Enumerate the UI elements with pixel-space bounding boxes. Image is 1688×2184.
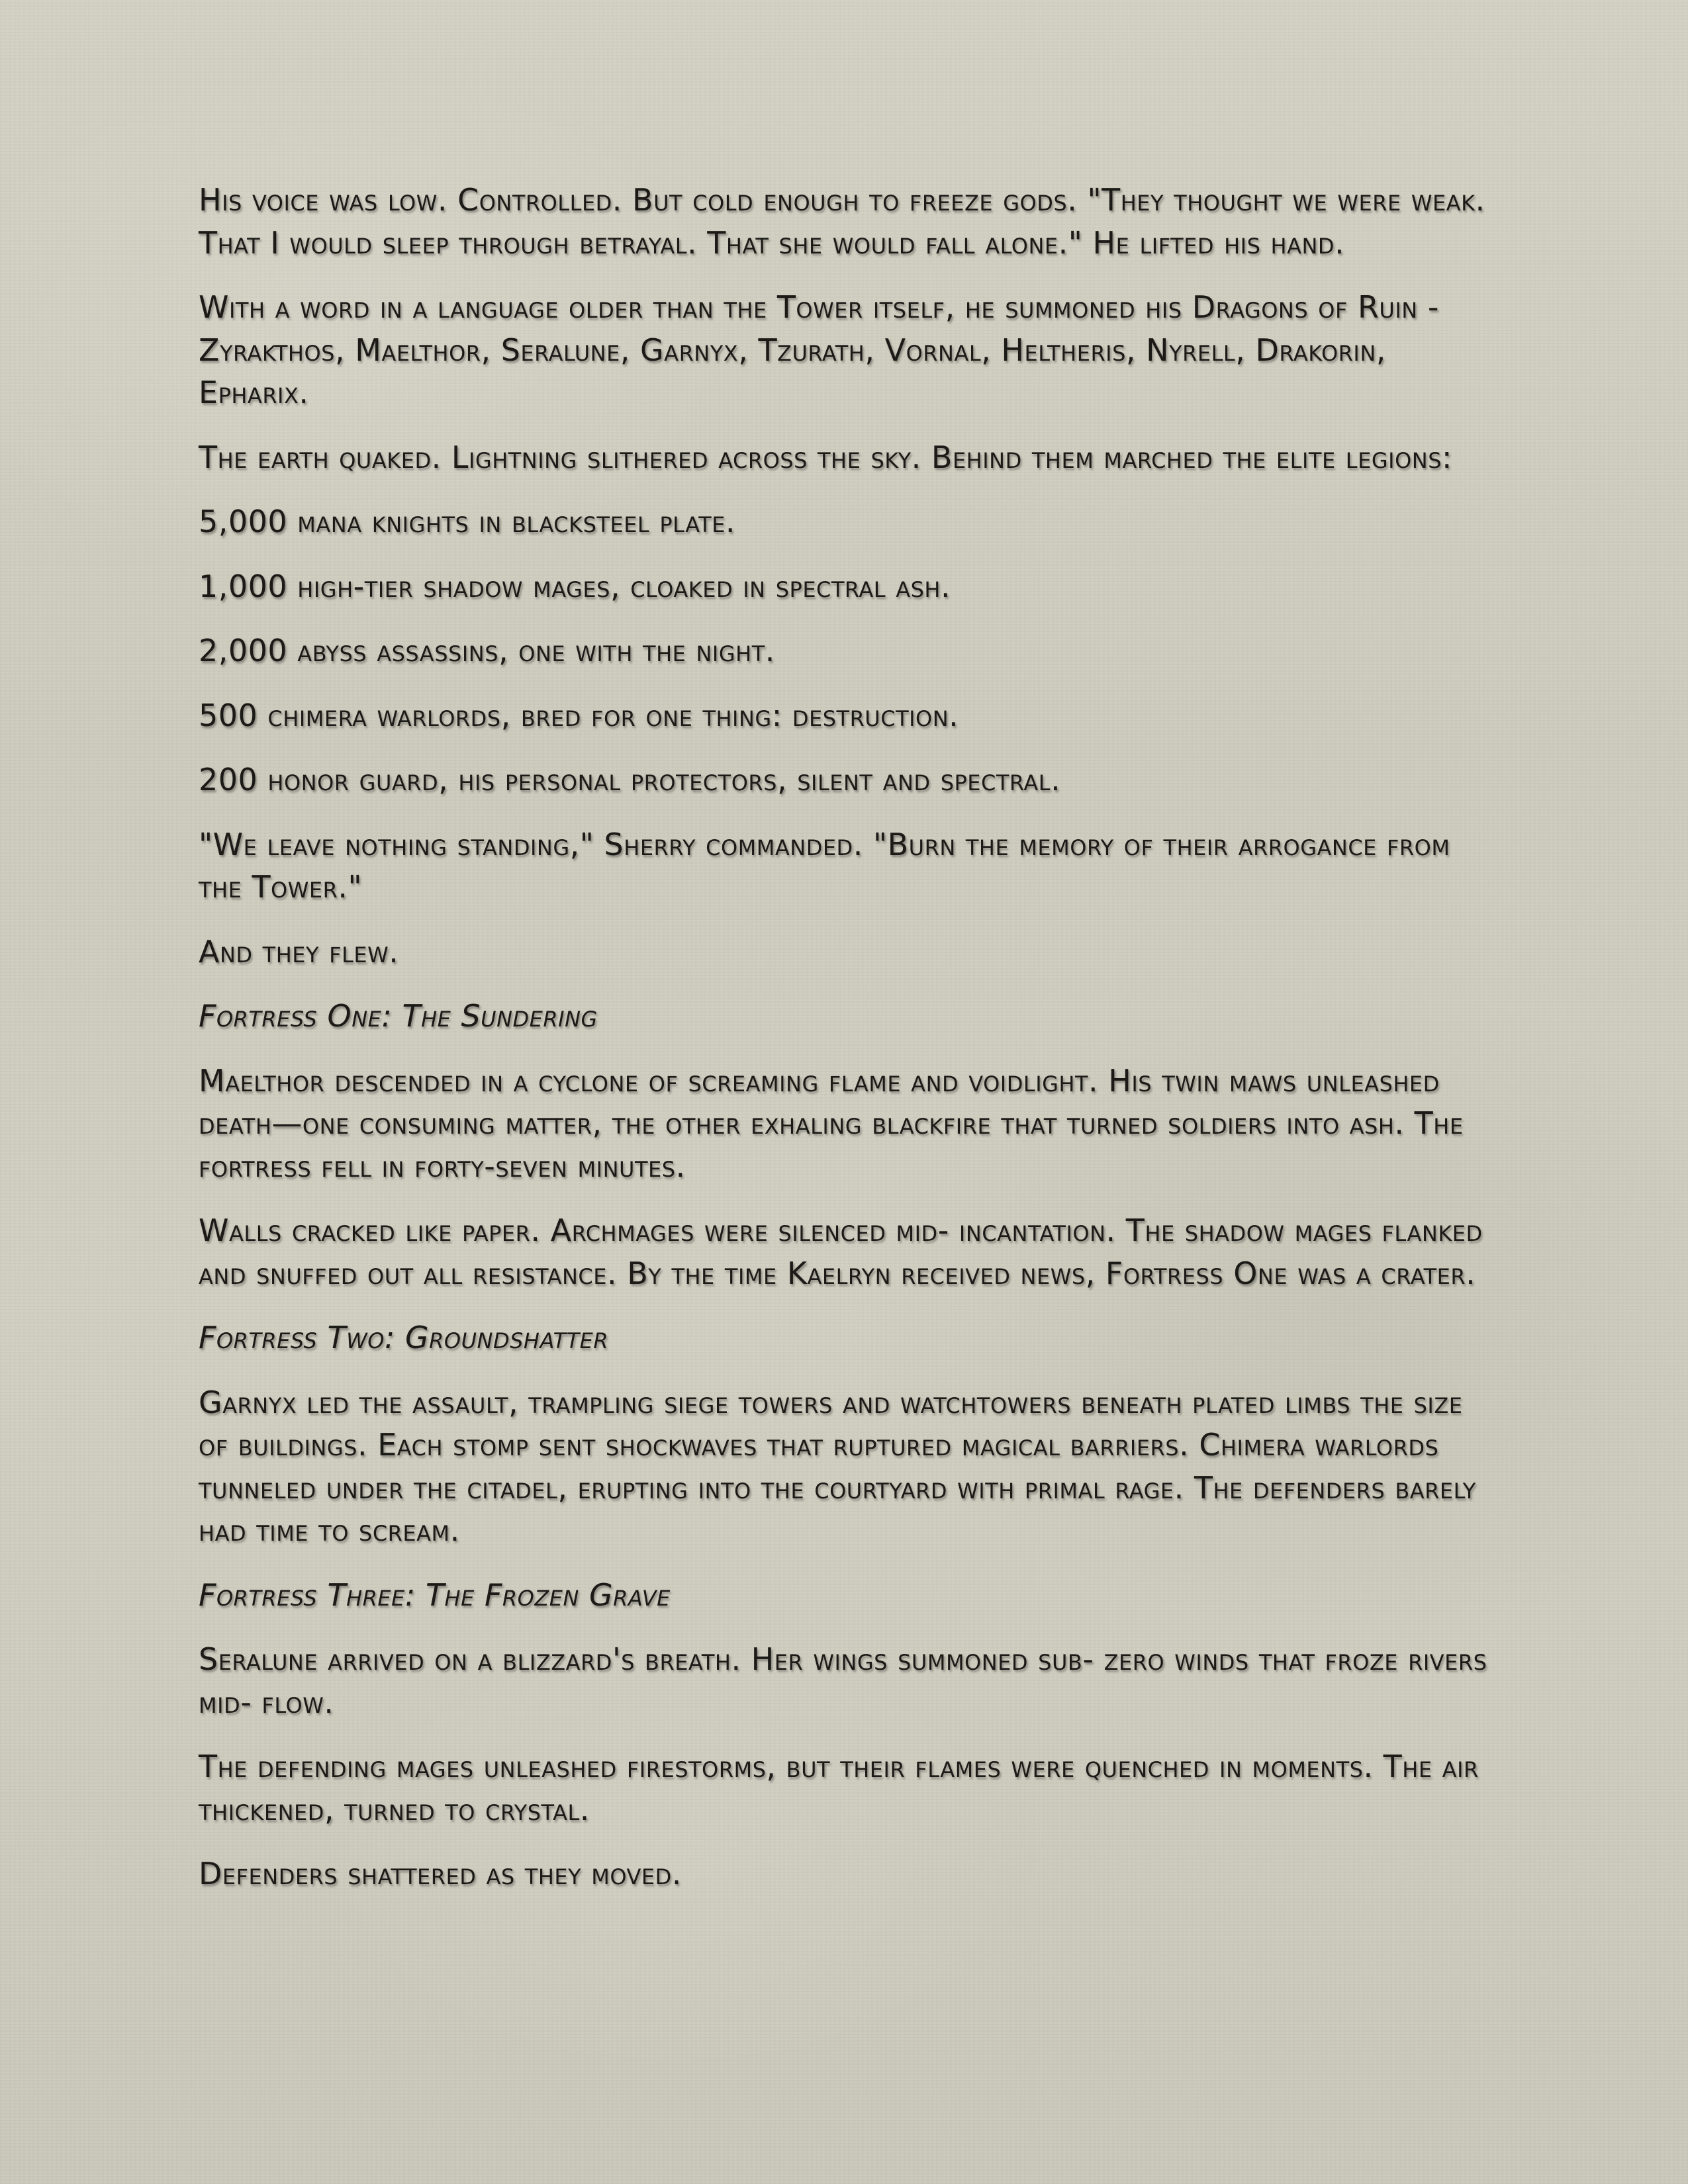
list-item: 500 chimera warlords, bred for one thing: destruction. bbox=[199, 697, 959, 733]
paragraph: The earth quaked. Lightning slithered across the sky. Behind them marched the elite legions: bbox=[199, 439, 1453, 475]
paragraph: And they flew. bbox=[199, 933, 399, 970]
section-heading: Fortress Three: The Frozen Grave bbox=[199, 1576, 671, 1613]
paragraph: The defending mages unleashed firestorms, but their flames were quenched in moments. The air thickened, turned to crystal. bbox=[199, 1749, 1479, 1827]
list-item: 5,000 mana knights in blacksteel plate. bbox=[199, 504, 736, 539]
paragraph: Maelthor descended in a cyclone of screaming flame and voidlight. His twin maws unleashed death—one consuming matter, the other exhaling blackfire that turned soldiers into ash. The fortress fell in forty-seven minutes. bbox=[199, 1062, 1464, 1184]
section-heading: Fortress Two: Groundshatter bbox=[199, 1320, 609, 1355]
paragraph: With a word in a language older than the Tower itself, he summoned his Dragons of Ruin - Zyrakthos, Maelthor, Seralune, Garnyx, Tzurath, Vornal, Heltheris, Nyrell, Drakorin, Epharix. bbox=[199, 289, 1439, 410]
paragraph: His voice was low. Controlled. But cold enough to freeze gods. "They thought we were weak. That I would sleep through betrayal. That she would fall alone." He lifted his hand. bbox=[199, 182, 1485, 261]
story-text bbox=[199, 179, 1496, 1917]
paragraph: "We leave nothing standing," Sherry commanded. "Burn the memory of their arrogance from the Tower." bbox=[199, 826, 1450, 905]
list-item: 2,000 abyss assassins, one with the night. bbox=[199, 633, 775, 668]
paragraph: Garnyx led the assault, trampling siege towers and watchtowers beneath plated limbs the size of buildings. Each stomp sent shockwaves that ruptured magical barriers. Chimera warlords tunneled under the citadel, erupting into the courtyard with primal rage. The defenders barely had time to scream. bbox=[199, 1384, 1476, 1548]
paragraph: Defenders shattered as they moved. bbox=[199, 1856, 682, 1891]
paragraph: Seralune arrived on a blizzard's breath. Her wings summoned sub- zero winds that froze rivers mid- flow. bbox=[199, 1641, 1487, 1720]
list-item: 200 honor guard, his personal protectors, silent and spectral. bbox=[199, 762, 1061, 797]
paragraph: Walls cracked like paper. Archmages were silenced mid- incantation. The shadow mages flanked and snuffed out all resistance. By the time Kaelryn received news, Fortress One was a crater. bbox=[199, 1212, 1483, 1291]
list-item: 1,000 high-tier shadow mages, cloaked in spectral ash. bbox=[199, 568, 951, 604]
section-heading: Fortress One: The Sundering bbox=[199, 998, 598, 1034]
